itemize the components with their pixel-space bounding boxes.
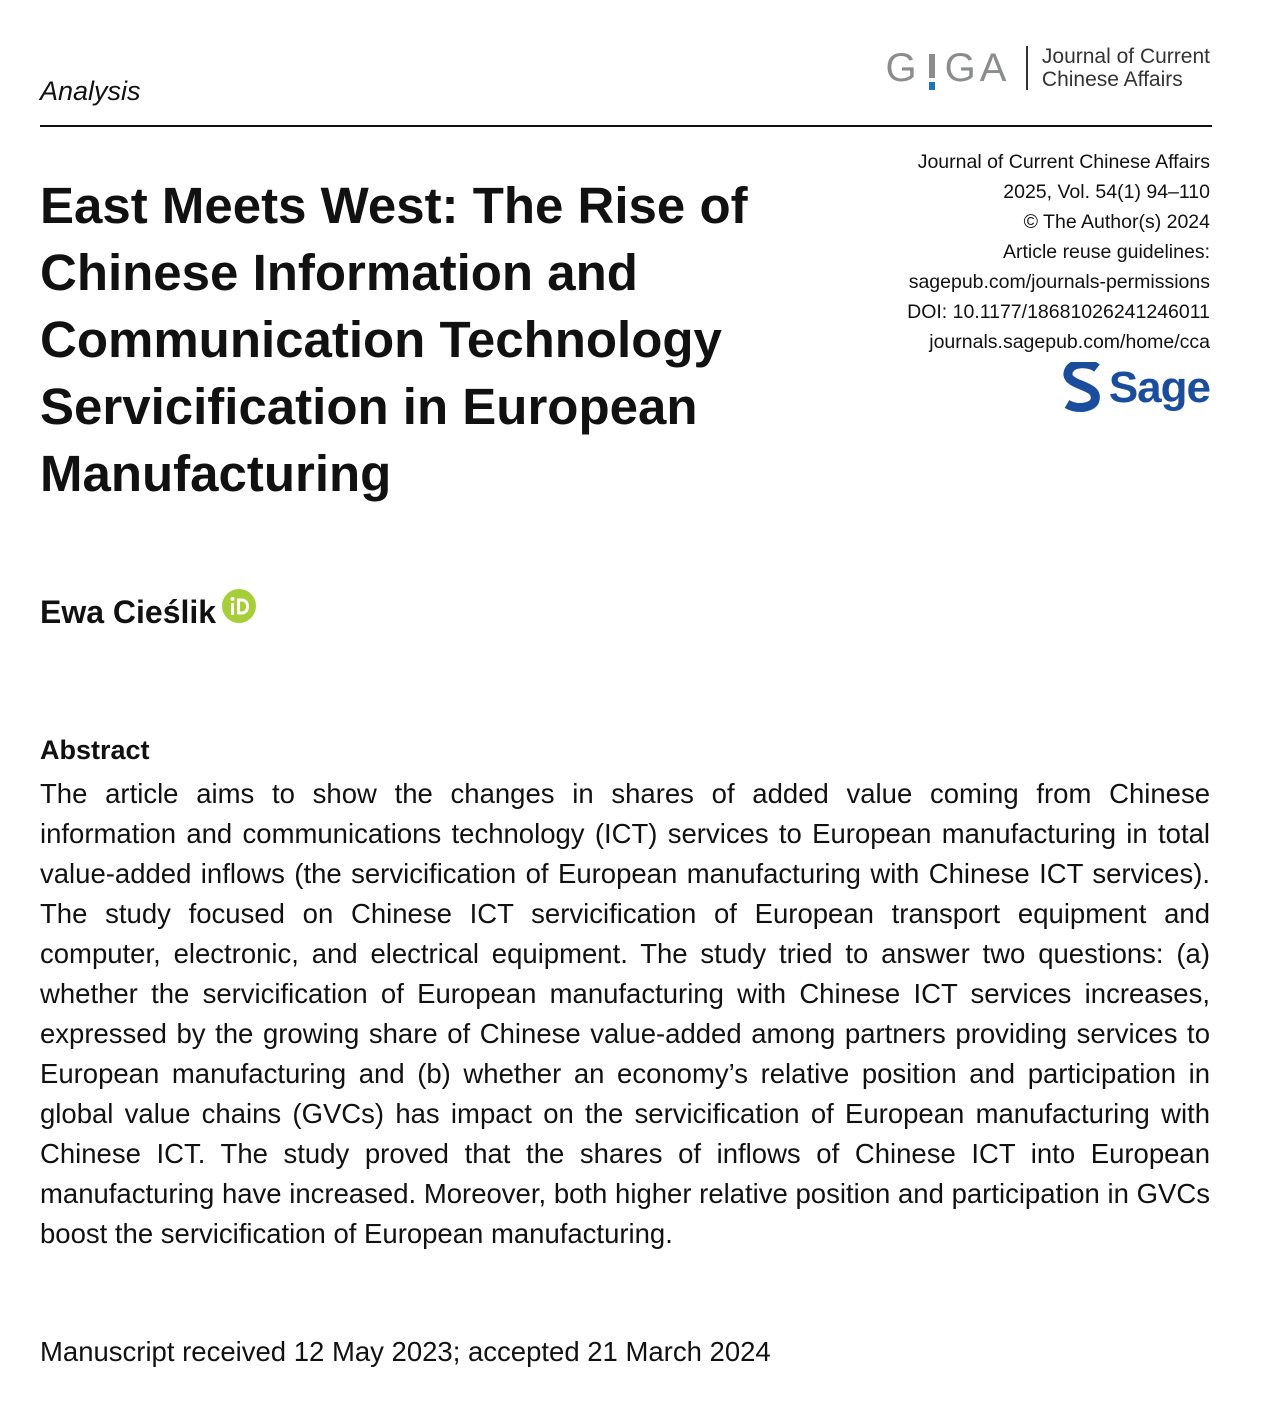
logo-divider — [1026, 46, 1028, 90]
giga-journal-logo[interactable] — [885, 44, 1210, 92]
giga-logo — [885, 48, 1010, 88]
manuscript-dates: Manuscript received 12 May 2023; accepted 21 March 2024 — [40, 1336, 771, 1367]
giga-letter-g2: G — [944, 46, 980, 90]
giga-letter-a: A — [979, 46, 1011, 90]
meta-journal: Journal of Current Chinese Affairs — [917, 151, 1210, 173]
article-metadata — [907, 147, 1210, 357]
giga-letter-i — [925, 54, 939, 88]
article-title: East Meets West: The Rise of Chinese Information and Communication Technology Servicification in European Manufacturing — [40, 177, 748, 502]
sage-logo[interactable] — [1063, 362, 1210, 414]
meta-copyright: © The Author(s) 2024 — [1023, 211, 1210, 233]
author-line — [40, 594, 256, 631]
abstract-text: The article aims to show the changes in shares of added value coming from Chinese information and communications technology (ICT) services to European manufacturing in total value-added inflows (the servicification of European manufacturing with Chinese ICT services). The study focused on Chinese ICT servicification of European transport equipment and computer, electronic, and electrical equipment. The study tried to answer two questions: (a) whether the servicification of European manufacturing with Chinese ICT services increases, expressed by the growing share of Chinese value-added among partners providing services to European manufacturing and (b) whether an economy’s relative position and participation in global value chains (GVCs) has impact on the servicification of European manufacturing with Chinese ICT. The study proved that the shares of inflows of Chinese ICT into European manufacturing have increased. Moreover, both higher relative position and participation in GVCs boost the servicification of European manufacturing. — [40, 778, 1210, 1249]
sage-wordmark: Sage — [1108, 363, 1210, 412]
meta-doi[interactable]: DOI: 10.1177/18681026241246011 — [907, 301, 1210, 323]
header-rule — [40, 125, 1212, 127]
meta-reuse-link[interactable]: sagepub.com/journals-permissions — [908, 271, 1210, 293]
meta-volume: 2025, Vol. 54(1) 94–110 — [1003, 181, 1210, 203]
meta-journal-link[interactable]: journals.sagepub.com/home/cca — [929, 331, 1210, 353]
orcid-icon[interactable] — [222, 589, 256, 623]
meta-reuse-label: Article reuse guidelines: — [1002, 241, 1210, 263]
author-name: Ewa Cieślik — [40, 594, 217, 630]
abstract-heading: Abstract — [40, 735, 150, 765]
sage-s-icon — [1063, 362, 1101, 414]
giga-letter-g1: G — [885, 46, 921, 90]
giga-journal-name: Journal of Current Chinese Affairs — [1041, 45, 1210, 91]
section-label: Analysis — [40, 76, 141, 106]
